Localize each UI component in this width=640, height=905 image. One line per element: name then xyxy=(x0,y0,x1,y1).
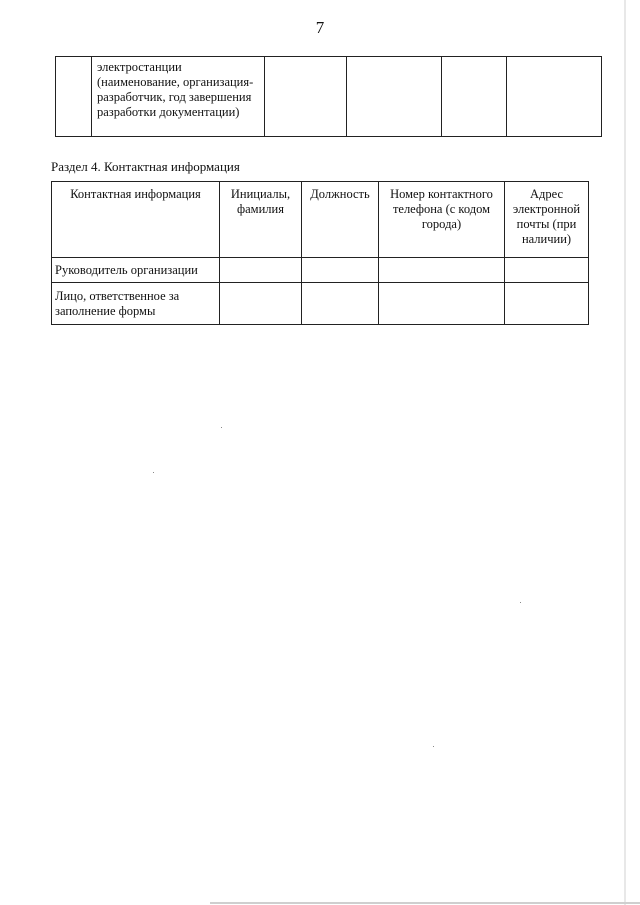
input-cell[interactable] xyxy=(379,258,505,283)
description-line: разработчик, год завершения xyxy=(97,90,252,104)
scan-speck xyxy=(433,746,434,747)
scan-edge xyxy=(210,902,640,904)
row-label: Руководитель организации xyxy=(52,258,220,283)
column-header: Номер контактного телефона (с кодом города) xyxy=(379,182,505,258)
input-cell[interactable] xyxy=(302,283,379,325)
table-row xyxy=(56,57,602,137)
input-cell[interactable] xyxy=(302,258,379,283)
scan-edge xyxy=(624,0,626,905)
table-cell xyxy=(56,57,92,137)
scan-speck xyxy=(520,602,521,603)
table-cell xyxy=(265,57,347,137)
description-line: (наименование, организация- xyxy=(97,75,254,89)
scan-speck xyxy=(221,427,222,428)
description-cell xyxy=(92,57,265,137)
table-row xyxy=(52,283,589,325)
row-label: Лицо, ответственное за заполнение формы xyxy=(52,283,220,325)
description-line: электростанции xyxy=(97,60,182,74)
table-cell xyxy=(507,57,602,137)
continued-table xyxy=(55,56,602,137)
table-row xyxy=(52,258,589,283)
column-header: Должность xyxy=(302,182,379,258)
input-cell[interactable] xyxy=(220,258,302,283)
input-cell[interactable] xyxy=(379,283,505,325)
description-line: разработки документации) xyxy=(97,105,240,119)
column-header: Инициалы, фамилия xyxy=(220,182,302,258)
contact-info-table xyxy=(51,181,589,325)
table-cell xyxy=(442,57,507,137)
scan-speck xyxy=(153,472,154,473)
column-header: Адрес электронной почты (при наличии) xyxy=(505,182,589,258)
column-header: Контактная информация xyxy=(52,182,220,258)
table-cell xyxy=(347,57,442,137)
header-row xyxy=(52,182,589,258)
input-cell[interactable] xyxy=(505,283,589,325)
input-cell[interactable] xyxy=(220,283,302,325)
page-number: 7 xyxy=(315,18,325,37)
input-cell[interactable] xyxy=(505,258,589,283)
section-title: Раздел 4. Контактная информация xyxy=(51,159,240,174)
